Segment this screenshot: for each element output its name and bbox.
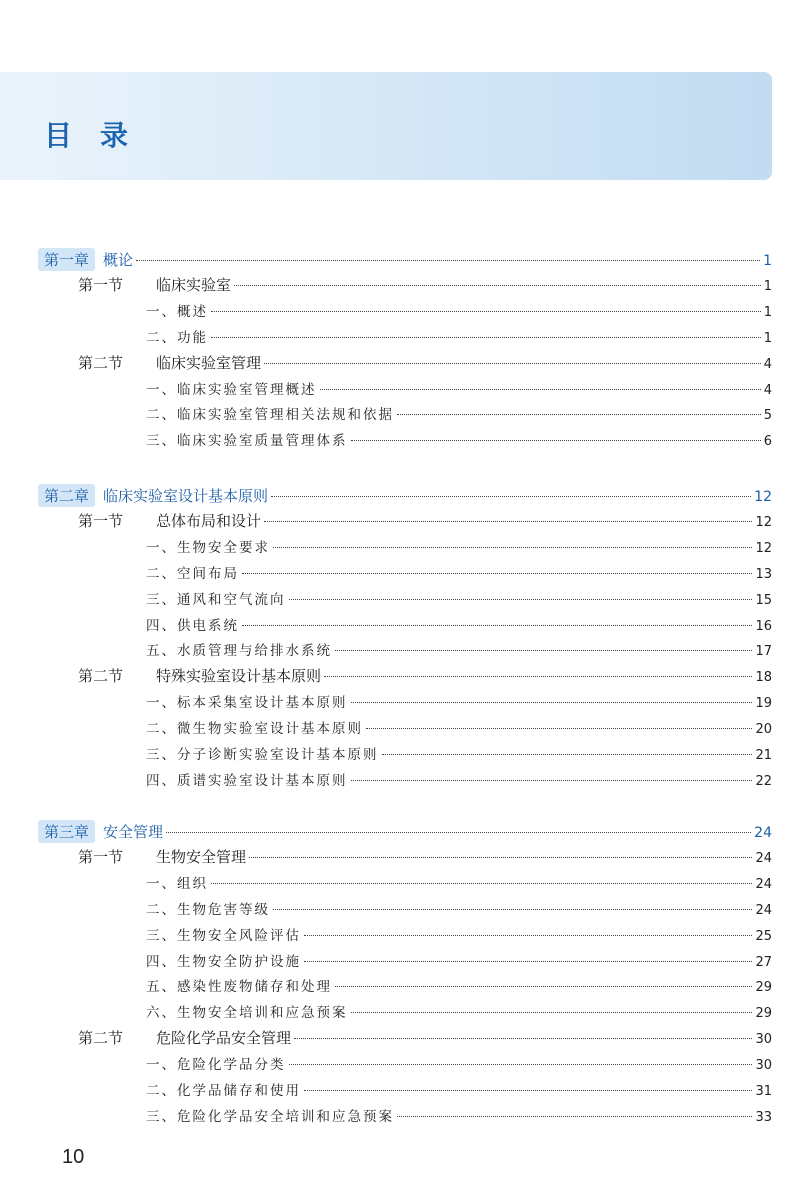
chapter-entry-page: 12 — [754, 489, 772, 505]
item-entry[interactable] — [146, 403, 772, 423]
section-entry[interactable] — [78, 665, 772, 686]
section-entry[interactable] — [78, 352, 772, 373]
section-entry-page: 24 — [755, 850, 772, 866]
dot-leader — [273, 909, 752, 910]
item-entry[interactable] — [146, 717, 772, 737]
item-entry[interactable] — [146, 769, 772, 789]
chapter-entry-title: 概论 — [103, 251, 134, 269]
item-entry[interactable] — [146, 614, 772, 634]
chapter-entry-title: 临床实验室设计基本原则 — [103, 487, 269, 505]
item-entry[interactable] — [146, 950, 772, 970]
page-title: 目录 — [44, 119, 157, 152]
item-entry-page: 19 — [755, 696, 772, 712]
dot-leader — [304, 935, 752, 936]
section-entry-title: 危险化学品安全管理 — [156, 1029, 292, 1048]
item-entry-title: 五、感染性废物储存和处理 — [146, 979, 332, 996]
item-entry[interactable] — [146, 975, 772, 995]
item-entry-title: 二、微生物实验室设计基本原则 — [146, 721, 363, 738]
item-entry-page: 24 — [755, 876, 772, 892]
item-entry[interactable] — [146, 588, 772, 608]
dot-leader — [234, 285, 761, 286]
item-entry-title: 一、组织 — [146, 875, 208, 892]
dot-leader — [351, 1012, 753, 1013]
item-entry-title: 三、临床实验室质量管理体系 — [146, 433, 348, 450]
section-entry-page: 18 — [755, 670, 772, 686]
item-entry-page: 6 — [763, 434, 772, 450]
item-entry-title: 三、通风和空气流向 — [146, 591, 286, 608]
dot-leader — [271, 496, 751, 497]
item-entry[interactable] — [146, 1001, 772, 1021]
dot-leader — [264, 363, 761, 364]
item-entry-title: 二、空间布局 — [146, 565, 239, 582]
item-entry-title: 二、临床实验室管理相关法规和依据 — [146, 407, 394, 424]
section-entry-label: 第一节 — [78, 847, 124, 866]
item-entry[interactable] — [146, 300, 772, 320]
dot-leader — [366, 728, 752, 729]
dot-leader — [264, 521, 752, 522]
item-entry[interactable] — [146, 924, 772, 944]
item-entry-page: 33 — [755, 1109, 772, 1125]
item-entry-title: 四、质谱实验室设计基本原则 — [146, 772, 348, 789]
item-entry-page: 13 — [755, 566, 772, 582]
item-entry-title: 三、分子诊断实验室设计基本原则 — [146, 747, 379, 763]
dot-leader — [397, 414, 761, 415]
section-entry-page: 12 — [755, 514, 772, 530]
dot-leader — [304, 961, 752, 962]
section-entry-page: 4 — [763, 356, 772, 372]
chapter-entry-page: 1 — [763, 253, 772, 269]
item-entry-title: 三、生物安全风险评估 — [146, 927, 301, 944]
dot-leader — [136, 260, 760, 261]
item-entry-title: 四、供电系统 — [146, 617, 239, 634]
item-entry-page: 24 — [755, 902, 772, 918]
section-entry[interactable] — [78, 274, 772, 295]
item-entry[interactable] — [146, 743, 772, 763]
item-entry-title: 五、水质管理与给排水系统 — [146, 643, 332, 660]
section-entry-label: 第二节 — [78, 1029, 124, 1048]
section-entry-label: 第二节 — [78, 667, 124, 686]
item-entry[interactable] — [146, 898, 772, 918]
item-entry-title: 六、生物安全培训和应急预案 — [146, 1005, 348, 1022]
dot-leader — [211, 311, 761, 312]
dot-leader — [320, 389, 761, 390]
item-entry-title: 二、生物危害等级 — [146, 901, 270, 918]
item-entry[interactable] — [146, 326, 772, 346]
section-entry-label: 第一节 — [78, 275, 124, 294]
dot-leader — [289, 599, 753, 600]
dot-leader — [211, 337, 761, 338]
dot-leader — [273, 547, 752, 548]
chapter-entry-page: 24 — [754, 825, 772, 841]
dot-leader — [249, 857, 752, 858]
section-entry-title: 临床实验室管理 — [156, 353, 262, 372]
chapter-entry[interactable] — [38, 248, 772, 271]
dot-leader — [304, 1090, 752, 1091]
section-entry-title: 总体布局和设计 — [156, 511, 262, 530]
section-entry-page: 30 — [755, 1032, 772, 1048]
chapter-entry[interactable] — [38, 820, 772, 843]
section-entry-title: 特殊实验室设计基本原则 — [156, 667, 322, 686]
chapter-entry-label: 第二章 — [38, 484, 95, 507]
dot-leader — [335, 650, 752, 651]
item-entry-title: 四、生物安全防护设施 — [146, 953, 301, 970]
item-entry-page: 27 — [755, 954, 772, 970]
item-entry[interactable] — [146, 691, 772, 711]
section-entry-title: 临床实验室 — [156, 275, 232, 294]
dot-leader — [242, 573, 752, 574]
item-entry-page: 5 — [763, 408, 772, 424]
section-entry-page: 1 — [763, 278, 772, 294]
section-entry[interactable] — [78, 1027, 772, 1048]
item-entry-title: 三、危险化学品安全培训和应急预案 — [146, 1108, 394, 1125]
item-entry-page: 25 — [755, 928, 772, 944]
dot-leader — [289, 1064, 753, 1065]
item-entry-page: 1 — [763, 330, 772, 346]
item-entry[interactable] — [146, 872, 772, 892]
dot-leader — [351, 702, 753, 703]
item-entry-page: 31 — [755, 1084, 772, 1099]
item-entry-page: 15 — [755, 592, 772, 608]
item-entry-page: 29 — [755, 1006, 772, 1022]
item-entry-title: 二、化学品储存和使用 — [146, 1083, 301, 1099]
dot-leader — [166, 832, 751, 833]
item-entry-title: 一、概述 — [146, 303, 208, 320]
dot-leader — [397, 1116, 752, 1117]
dot-leader — [351, 780, 753, 781]
section-entry-title: 生物安全管理 — [156, 847, 247, 866]
item-entry[interactable] — [146, 639, 772, 659]
dot-leader — [335, 986, 752, 987]
chapter-entry-label: 第三章 — [38, 820, 95, 843]
item-entry-title: 一、生物安全要求 — [146, 539, 270, 556]
item-entry-page: 1 — [763, 304, 772, 320]
section-entry[interactable] — [78, 846, 772, 867]
dot-leader — [211, 883, 752, 884]
item-entry[interactable] — [146, 536, 772, 556]
item-entry[interactable] — [146, 1079, 772, 1099]
dot-leader — [242, 625, 752, 626]
item-entry-page: 22 — [755, 773, 772, 789]
item-entry-page: 12 — [755, 540, 772, 556]
page-number: 10 — [62, 1146, 85, 1168]
item-entry[interactable] — [146, 429, 772, 449]
item-entry[interactable] — [146, 1053, 772, 1073]
item-entry-page: 29 — [755, 980, 772, 996]
dot-leader — [324, 676, 752, 677]
item-entry-page: 30 — [755, 1058, 772, 1074]
dot-leader — [351, 440, 761, 441]
dot-leader — [382, 754, 753, 755]
item-entry-title: 一、危险化学品分类 — [146, 1057, 286, 1074]
section-entry-label: 第一节 — [78, 511, 124, 530]
item-entry[interactable] — [146, 378, 772, 398]
item-entry-title: 二、功能 — [146, 329, 208, 346]
item-entry-title: 一、临床实验室管理概述 — [146, 381, 317, 398]
item-entry-page: 21 — [755, 748, 772, 763]
chapter-entry-label: 第一章 — [38, 248, 95, 271]
section-entry[interactable] — [78, 510, 772, 531]
section-entry-label: 第二节 — [78, 353, 124, 372]
item-entry-page: 17 — [755, 644, 772, 660]
item-entry[interactable] — [146, 1105, 772, 1125]
item-entry-title: 一、标本采集室设计基本原则 — [146, 695, 348, 712]
item-entry[interactable] — [146, 562, 772, 582]
chapter-entry[interactable] — [38, 484, 772, 507]
dot-leader — [294, 1038, 752, 1039]
item-entry-page: 20 — [755, 722, 772, 738]
item-entry-page: 16 — [755, 618, 772, 634]
item-entry-page: 4 — [763, 382, 772, 398]
chapter-entry-title: 安全管理 — [103, 823, 164, 841]
